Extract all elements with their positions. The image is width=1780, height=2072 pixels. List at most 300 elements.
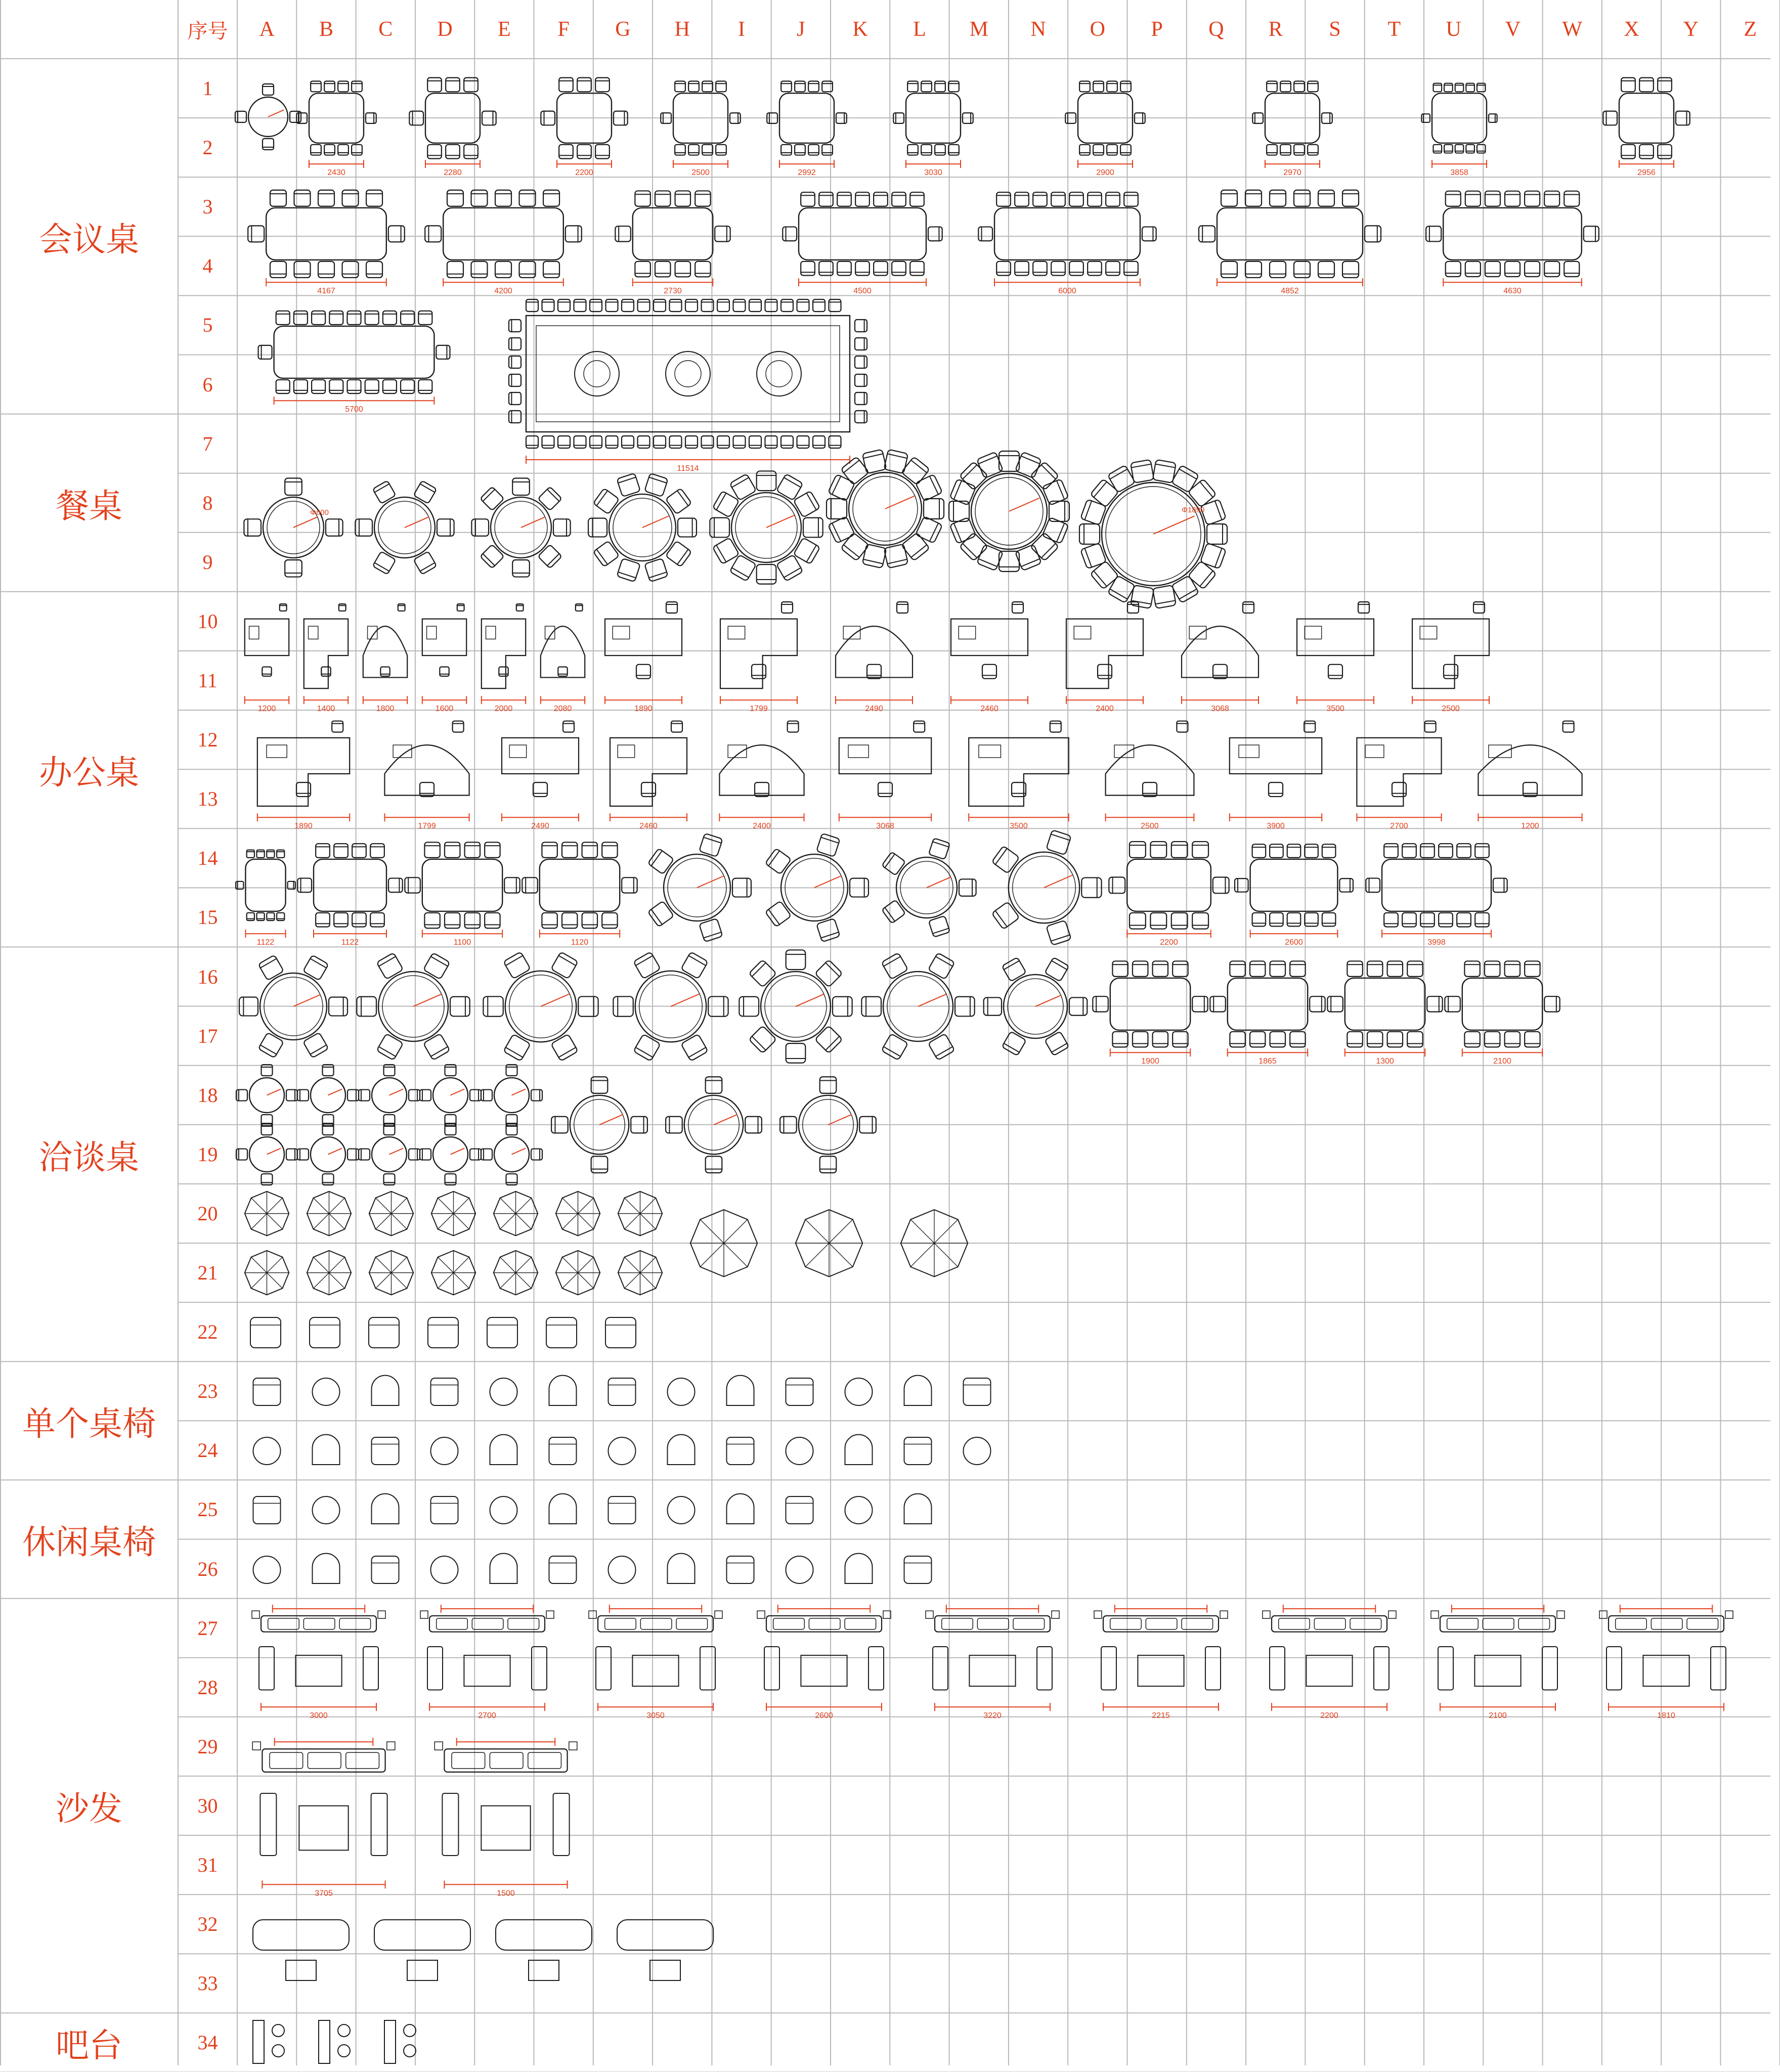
chair-symbol [1439, 844, 1453, 858]
dimension-label: 2200 [1160, 938, 1178, 947]
chair-symbol [542, 913, 557, 928]
patio-umbrella-block [549, 1184, 607, 1243]
chair-symbol [1200, 543, 1226, 568]
conference-table-block [774, 177, 951, 295]
chair-seat [372, 1437, 399, 1465]
sofa-outline [253, 1920, 349, 1950]
radius-line [293, 994, 320, 1006]
table-top [1228, 978, 1308, 1030]
chair-symbol [445, 1065, 456, 1076]
chair-symbol [1252, 845, 1266, 858]
chair-symbol [388, 878, 403, 893]
desk-top [1357, 738, 1441, 806]
umbrella-rib [454, 1273, 469, 1289]
dimension-label: 1900 [1141, 1056, 1159, 1066]
coffee-table [1643, 1655, 1689, 1686]
chair-symbol [357, 996, 376, 1016]
umbrella-rib [329, 1213, 345, 1229]
chair-block [534, 1307, 589, 1358]
patio-umbrella-block [300, 1243, 358, 1302]
chair-block-drawing [238, 1487, 296, 1533]
round-table-block-drawing [982, 947, 1089, 1066]
side-table [1263, 1611, 1270, 1618]
radius-line [328, 1089, 342, 1095]
category-label: 餐桌 [56, 486, 122, 525]
armchair [532, 1647, 547, 1690]
chair-symbol [1384, 844, 1398, 858]
radius-line [671, 994, 699, 1006]
chair-symbol [285, 560, 302, 577]
chair-symbol [388, 226, 405, 242]
chair-block-drawing [297, 1487, 355, 1533]
chair-block-drawing [415, 1307, 471, 1358]
chair-symbol [280, 604, 287, 611]
chair-symbol [622, 299, 634, 312]
chair-seat [549, 1494, 577, 1524]
chair-symbol [1093, 996, 1108, 1011]
desk-top [1297, 619, 1374, 655]
chair-symbol [928, 227, 942, 241]
plant-icon [766, 361, 792, 387]
chair-symbol [423, 1033, 450, 1060]
chair-symbol [1366, 878, 1380, 893]
sofa-set-block [411, 1594, 563, 1720]
table-top [1265, 93, 1320, 143]
column-letter: Y [1683, 18, 1699, 41]
patio-umbrella-block [362, 1243, 420, 1302]
sofa-cushion [1518, 1618, 1550, 1629]
monitor [618, 745, 634, 758]
row-number: 7 [202, 432, 213, 455]
chair-symbol [370, 844, 384, 858]
patio-umbrella-block [611, 1243, 669, 1302]
chair-symbol [445, 1174, 456, 1185]
chair-symbol [595, 145, 610, 159]
chair-symbol [1445, 996, 1460, 1011]
chair-block [534, 1428, 592, 1474]
chair-seat [727, 1376, 754, 1405]
chair-symbol [558, 667, 567, 676]
chair-symbol [352, 913, 366, 927]
chair-symbol [1427, 996, 1442, 1011]
round-table-block [360, 1125, 418, 1184]
chair-symbol [829, 436, 841, 448]
chair-symbol [1127, 602, 1139, 613]
umbrella-rib [562, 1198, 578, 1214]
conference-table-block-drawing [1212, 947, 1323, 1066]
table-top [1619, 93, 1674, 143]
dimension-label: 4852 [1281, 287, 1299, 296]
chair-block [474, 1547, 533, 1593]
office-desk-block [824, 713, 946, 831]
round-table-block-drawing [772, 1076, 884, 1174]
umbrella-rib [267, 1213, 283, 1229]
patio-umbrella-block-drawing [300, 1243, 358, 1302]
conference-table-block-drawing [243, 177, 410, 295]
chair-symbol [928, 952, 955, 979]
chair-symbol [1088, 192, 1102, 206]
round-table-block-drawing [824, 448, 946, 569]
office-desk-block-drawing [1343, 713, 1455, 831]
chair-symbol [522, 877, 537, 893]
dimension-label: 1300 [1376, 1056, 1394, 1066]
sofa-set-block-drawing [1253, 1594, 1405, 1720]
chair-symbol [285, 478, 302, 495]
umbrella-rib [625, 1273, 640, 1289]
chair-symbol [992, 902, 1020, 930]
bar-stool-block-drawing [243, 2015, 301, 2068]
dimension-label: 1890 [634, 704, 653, 714]
chair-symbol [244, 519, 261, 536]
coffee-table [801, 1655, 847, 1686]
chair-block-drawing [238, 1369, 296, 1415]
patio-umbrella-block-drawing [611, 1184, 669, 1243]
dimension-label: 4630 [1503, 287, 1522, 296]
conference-table-block [1329, 947, 1441, 1066]
lounge-set-block [607, 1905, 723, 2003]
radius-line [1035, 995, 1061, 1006]
chair-symbol [1270, 261, 1286, 278]
chair-symbol [1505, 191, 1520, 206]
chair-symbol [533, 782, 547, 797]
office-desk-block-drawing [415, 594, 473, 714]
chair-block-drawing [297, 1307, 353, 1358]
bar-counter [253, 2020, 264, 2063]
stool-seat [338, 2045, 350, 2057]
chair-seat [904, 1494, 932, 1524]
office-desk-block-drawing [371, 713, 483, 831]
desk-top [363, 626, 407, 677]
chair-symbol [786, 1043, 806, 1063]
round-table-block-drawing [544, 1076, 655, 1174]
table-top [673, 93, 728, 143]
conference-table-block-drawing [524, 828, 635, 947]
chair-symbol [675, 145, 685, 155]
chair-symbol [384, 1124, 395, 1135]
plant-icon [675, 361, 701, 387]
chair-symbol [708, 996, 728, 1016]
sofa-cushion [508, 1618, 539, 1629]
patio-umbrella-block-drawing [238, 1243, 296, 1302]
monitor [1114, 745, 1134, 758]
dimension-label: 3500 [1010, 822, 1028, 831]
chair-block-drawing [356, 1369, 414, 1415]
umbrella-rib [329, 1198, 345, 1214]
coffee-table [632, 1655, 678, 1686]
office-desk-block [415, 594, 473, 714]
chair-symbol [1153, 961, 1168, 976]
chair-symbol [1267, 145, 1277, 155]
chair-seat [609, 1378, 636, 1405]
chair-symbol [829, 299, 841, 312]
chair-symbol [717, 436, 729, 448]
stool-seat [845, 1496, 873, 1524]
chair-seat [668, 1435, 695, 1465]
round-table-block-drawing [354, 468, 455, 587]
chair-symbol [1318, 261, 1334, 278]
umbrella-rib [438, 1273, 454, 1289]
office-desk-block-drawing [243, 713, 364, 831]
row-number: 4 [202, 254, 213, 278]
chair-symbol [262, 1174, 273, 1185]
chair-symbol [453, 721, 464, 732]
conference-table-block-drawing [238, 828, 293, 947]
radius-line [267, 1089, 281, 1095]
chair-symbol [1339, 878, 1353, 892]
chair-symbol [921, 145, 932, 155]
bar-stool-block-drawing [374, 2015, 432, 2068]
sofa-set-block-drawing [1422, 1594, 1574, 1720]
chair-symbol [576, 604, 583, 611]
chair-symbol [519, 190, 536, 206]
radius-line [293, 517, 318, 527]
sofa-set-block [580, 1594, 731, 1720]
dimension-label: 2215 [1152, 1711, 1170, 1720]
patio-umbrella-block [424, 1184, 483, 1243]
chair-symbol [1658, 145, 1672, 159]
coffee-table [286, 1960, 316, 1980]
chair-block [593, 1369, 651, 1415]
umbrella-rib [516, 1213, 532, 1229]
chair-symbol [543, 261, 559, 278]
chair-symbol [755, 782, 769, 797]
chair-symbol [729, 554, 756, 581]
chair-symbol [324, 145, 335, 155]
radius-line [766, 515, 794, 527]
chair-symbol [827, 499, 847, 519]
chair-seat [250, 1317, 281, 1348]
chair-symbol [733, 436, 745, 448]
chair-symbol [1199, 226, 1215, 242]
desk-top [257, 738, 350, 806]
conference-table-block [486, 285, 900, 473]
chair-symbol [420, 1149, 431, 1160]
chair-symbol [1109, 877, 1125, 894]
chair-seat [904, 1437, 932, 1465]
office-desk-block-drawing [706, 713, 817, 831]
stool-seat [845, 1378, 873, 1405]
chair-block-drawing [830, 1428, 888, 1474]
coffee-table [1138, 1655, 1184, 1686]
column-letter: E [498, 18, 511, 41]
armchair [259, 1647, 274, 1690]
chair-block [830, 1369, 888, 1415]
sofa-cushion [773, 1618, 805, 1629]
chair-symbol [717, 299, 729, 312]
desk-top [605, 619, 682, 655]
chair-block-drawing [593, 1487, 651, 1533]
chair-symbol [239, 997, 258, 1016]
dimension-label: 3068 [876, 822, 894, 831]
radius-line [521, 517, 545, 527]
chair-symbol [699, 918, 723, 942]
chair-symbol [509, 338, 521, 350]
coffee-table [1306, 1655, 1352, 1686]
chair-symbol [666, 1116, 682, 1133]
chair-symbol [1421, 114, 1430, 122]
chair-symbol [1080, 499, 1106, 525]
chair-block-drawing [593, 1428, 651, 1474]
chair-symbol [591, 1156, 608, 1173]
umbrella-rib [829, 1219, 853, 1243]
chair-symbol [1407, 1031, 1422, 1046]
chair-symbol [749, 1026, 776, 1053]
conference-table-block [420, 177, 587, 295]
chair-seat [431, 1496, 458, 1524]
chair-symbol [1150, 842, 1166, 858]
row-number: 9 [202, 550, 213, 574]
table-inner [536, 326, 840, 422]
chair-block-drawing [830, 1369, 888, 1415]
chair-symbol [1250, 961, 1265, 976]
radius-line [1153, 516, 1195, 534]
desk-top [304, 619, 348, 689]
umbrella-rib [700, 1243, 724, 1267]
round-table-block-drawing [243, 468, 344, 587]
stool-seat [272, 2024, 284, 2037]
chair-symbol [613, 996, 633, 1016]
chair-symbol [495, 261, 511, 278]
round-table-block [421, 1066, 480, 1125]
sofa-cushion [1314, 1618, 1345, 1629]
umbrella-rib [267, 1257, 283, 1273]
armchair [553, 1793, 570, 1856]
chair-block-drawing [711, 1487, 769, 1533]
chair-symbol [485, 913, 500, 928]
chair-symbol [882, 900, 905, 923]
umbrella-rib [578, 1257, 594, 1273]
umbrella-rib [454, 1257, 469, 1273]
chair-symbol [996, 192, 1011, 206]
chair-symbol [297, 1149, 309, 1160]
chair-symbol [436, 345, 450, 359]
chair-symbol [1485, 191, 1500, 206]
chair-block [356, 1487, 414, 1533]
radius-line [512, 1148, 526, 1154]
chair-symbol [661, 113, 671, 123]
chair-symbol [695, 261, 710, 277]
chair-symbol [781, 145, 792, 155]
chair-seat [727, 1494, 754, 1524]
chair-block-drawing [652, 1547, 710, 1593]
row-number: 18 [197, 1083, 218, 1107]
chair-symbol [480, 544, 504, 568]
chair-symbol [457, 604, 464, 611]
chair-symbol [1130, 842, 1146, 858]
sofa-outline [496, 1920, 592, 1950]
chair-symbol [277, 913, 284, 920]
chair-symbol [256, 913, 264, 920]
chair-symbol [445, 913, 460, 928]
chair-symbol [267, 850, 274, 858]
chair-symbol [781, 436, 793, 448]
column-letter: B [319, 18, 333, 41]
umbrella-rib [376, 1213, 392, 1229]
office-desk-block-drawing [534, 594, 592, 714]
chair-symbol [781, 299, 793, 312]
chair-symbol [1347, 961, 1362, 976]
chair-symbol [270, 190, 286, 206]
chair-symbol [1584, 227, 1599, 242]
chair-symbol [648, 901, 674, 928]
chair-symbol [1120, 81, 1131, 92]
coffee-table [299, 1805, 348, 1850]
umbrella-rib [500, 1273, 516, 1289]
sofa-cushion [1146, 1618, 1177, 1629]
conference-table-block [1416, 177, 1609, 295]
patio-umbrella-block [487, 1184, 545, 1243]
armchair [1205, 1647, 1221, 1690]
side-table [252, 1611, 259, 1618]
chair-symbol [1305, 845, 1318, 858]
chair-symbol [1475, 844, 1489, 858]
chair-symbol [1192, 996, 1207, 1011]
round-table-block [354, 468, 455, 587]
chair-symbol [495, 190, 511, 206]
chair-block [889, 1369, 947, 1415]
chair-symbol [1107, 81, 1117, 92]
chair-symbol [401, 380, 414, 393]
chair-symbol [861, 996, 881, 1016]
chair-symbol [1150, 913, 1166, 929]
chair-symbol [841, 533, 869, 561]
table-top [799, 208, 926, 260]
conference-table-block-drawing [1416, 177, 1609, 295]
chair-symbol [338, 145, 349, 155]
chair-symbol [1210, 996, 1225, 1011]
chair-symbol [1358, 602, 1369, 613]
desk-top [541, 626, 585, 677]
sofa-cushion [1651, 1618, 1682, 1629]
conference-table-block [1233, 828, 1355, 947]
chair-symbol [701, 436, 713, 448]
desk-top [610, 738, 687, 806]
chair-symbol [1230, 961, 1245, 976]
side-table [926, 1611, 933, 1618]
chair-symbol [801, 261, 815, 276]
chair-symbol [859, 1116, 876, 1133]
chair-block [711, 1547, 769, 1593]
chair-symbol [1133, 1031, 1148, 1046]
sofa-set-block [243, 1717, 405, 1898]
dimension-label: 3030 [924, 168, 942, 178]
chair-seat [845, 1553, 873, 1583]
umbrella-rib [625, 1257, 640, 1273]
chair-symbol [470, 1089, 481, 1100]
dimension-label: 2430 [327, 168, 345, 178]
chair-block [948, 1428, 1006, 1474]
chair-symbol [1367, 961, 1382, 976]
umbrella-rib [805, 1243, 829, 1267]
patio-umbrella-block-drawing [549, 1184, 607, 1243]
conference-table-block-drawing [1095, 947, 1206, 1066]
conference-table-block [1254, 64, 1330, 177]
coffee-table [295, 1655, 341, 1686]
chair-symbol [538, 487, 562, 511]
chair-symbol [270, 261, 286, 278]
dimension-label: 3068 [1211, 704, 1229, 714]
column-letter: H [674, 18, 690, 41]
chair-seat [372, 1556, 399, 1583]
umbrella-rib [251, 1257, 267, 1273]
chair-symbol [499, 667, 508, 676]
sofa-set-block [1422, 1594, 1574, 1720]
column-letter: R [1268, 18, 1283, 41]
chair-symbol [1485, 961, 1500, 976]
side-table [1094, 1611, 1102, 1618]
radius-line [267, 1148, 281, 1154]
sofa-cushion [809, 1618, 840, 1629]
